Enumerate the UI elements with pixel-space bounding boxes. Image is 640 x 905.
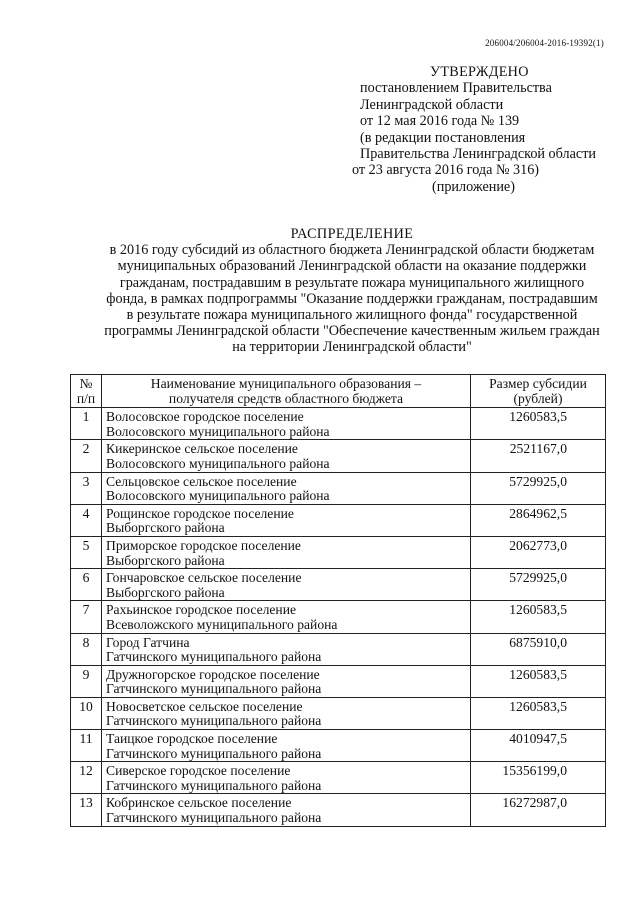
table-row	[71, 633, 606, 665]
title-line: программы Ленинградской области "Обеспечение качественным жильем граждан	[104, 323, 600, 340]
row-num: 10	[71, 697, 102, 729]
table-row	[71, 408, 606, 440]
row-num: 11	[71, 730, 102, 762]
row-name-line: Волосовского муниципального района	[106, 488, 330, 504]
approval-line: от 12 мая 2016 года № 139	[360, 113, 520, 130]
table-row	[71, 665, 606, 697]
row-name-line: Таицкое городское поселение	[106, 731, 278, 747]
row-name-line: Гатчинского муниципального района	[106, 681, 322, 697]
row-value: 1260583,5	[471, 408, 606, 440]
row-name	[102, 697, 471, 729]
header-num	[71, 375, 102, 408]
approval-line: от 23 августа 2016 года № 316)	[352, 162, 540, 179]
header-name-line: Наименование муниципального образования –	[150, 376, 422, 391]
title-line: гражданам, пострадавшим в результате пожара муниципального жилищного	[119, 274, 585, 291]
approval-line: постановлением Правительства	[360, 80, 552, 97]
row-value: 5729925,0	[471, 569, 606, 601]
row-value: 16272987,0	[471, 794, 606, 826]
table-row	[71, 536, 606, 568]
row-num: 4	[71, 504, 102, 536]
row-value: 1260583,5	[471, 697, 606, 729]
header-value	[471, 375, 606, 408]
table-row	[71, 440, 606, 472]
title-heading: РАСПРЕДЕЛЕНИЕ	[290, 226, 414, 242]
header-name	[102, 375, 471, 408]
header-value-line: (рублей)	[513, 390, 563, 406]
table-row	[71, 472, 606, 504]
document-id: 206004/206004-2016-19392(1)	[485, 38, 604, 48]
row-name-line: Выборгского района	[106, 552, 225, 568]
approval-heading: УТВЕРЖДЕНО	[430, 64, 529, 80]
header-value-line: Размер субсидии	[489, 376, 587, 391]
row-name	[102, 408, 471, 440]
row-name	[102, 794, 471, 826]
row-value: 4010947,5	[471, 730, 606, 762]
row-num: 7	[71, 601, 102, 633]
row-name-line: Гатчинского муниципального района	[106, 777, 322, 793]
subsidy-table	[70, 374, 606, 827]
row-name-line: Кикеринское сельское поселение	[106, 441, 298, 457]
table-row	[71, 601, 606, 633]
title-line: в результате пожара муниципального жилищного фонда" государственной	[126, 307, 578, 324]
table-header-row	[71, 375, 606, 408]
row-name-line: Приморское городское поселение	[106, 537, 301, 553]
table-row	[71, 762, 606, 794]
row-num: 12	[71, 762, 102, 794]
row-num: 6	[71, 569, 102, 601]
row-name-line: Волосовское городское поселение	[106, 409, 304, 425]
row-name	[102, 730, 471, 762]
title-line: фонда, в рамках подпрограммы "Оказание поддержки гражданам, пострадавшим	[106, 290, 598, 307]
row-name-line: Гатчинского муниципального района	[106, 649, 322, 665]
row-name	[102, 569, 471, 601]
header-name-line: получателя средств областного бюджета	[168, 390, 404, 406]
row-name-line: Гатчинского муниципального района	[106, 713, 322, 729]
row-name	[102, 504, 471, 536]
row-name	[102, 440, 471, 472]
title-line: муниципальных образований Ленинградской области на оказание поддержки	[117, 258, 587, 275]
table-row	[71, 504, 606, 536]
row-name-line: Гатчинского муниципального района	[106, 810, 322, 826]
document-title	[100, 226, 604, 356]
row-value: 1260583,5	[471, 665, 606, 697]
row-name	[102, 633, 471, 665]
row-name	[102, 665, 471, 697]
row-name-line: Новосветское сельское поселение	[106, 698, 303, 714]
row-value: 2062773,0	[471, 536, 606, 568]
row-value: 2521167,0	[471, 440, 606, 472]
table-row	[71, 697, 606, 729]
row-value: 15356199,0	[471, 762, 606, 794]
row-name-line: Гатчинского муниципального района	[106, 745, 322, 761]
approval-line: (в редакции постановления	[360, 129, 526, 146]
row-name	[102, 536, 471, 568]
row-name-line: Рощинское городское поселение	[106, 505, 294, 521]
table-row	[71, 730, 606, 762]
title-line: в 2016 году субсидий из областного бюджета Ленинградской области бюджетам	[109, 242, 595, 259]
row-num: 5	[71, 536, 102, 568]
row-name	[102, 601, 471, 633]
header-num-line: п/п	[76, 390, 96, 406]
row-name-line: Сельцовское сельское поселение	[106, 473, 297, 489]
approval-stamp	[352, 64, 612, 195]
row-name-line: Гончаровское сельское поселение	[106, 570, 302, 586]
row-num: 9	[71, 665, 102, 697]
row-value: 5729925,0	[471, 472, 606, 504]
table-row	[71, 569, 606, 601]
row-name-line: Волосовского муниципального района	[106, 455, 330, 471]
row-name-line: Дружногорское городское поселение	[106, 666, 320, 682]
row-name-line: Кобринское сельское поселение	[106, 795, 292, 811]
row-name-line: Всеволожского муниципального района	[106, 616, 338, 632]
row-value: 1260583,5	[471, 601, 606, 633]
row-num: 8	[71, 633, 102, 665]
row-num: 1	[71, 408, 102, 440]
row-name-line: Город Гатчина	[106, 634, 190, 650]
row-name-line: Выборгского района	[106, 520, 225, 536]
row-name	[102, 472, 471, 504]
row-value: 2864962,5	[471, 504, 606, 536]
row-num: 2	[71, 440, 102, 472]
row-num: 13	[71, 794, 102, 826]
approval-line: Ленинградской области	[360, 96, 504, 113]
header-num-line: №	[79, 376, 93, 391]
row-name-line: Выборгского района	[106, 584, 225, 600]
row-name-line: Сиверское городское поселение	[106, 763, 291, 779]
approval-line: Правительства Ленинградской области	[360, 146, 596, 163]
row-name-line: Волосовского муниципального района	[106, 423, 330, 439]
table-row	[71, 794, 606, 826]
appendix-label: (приложение)	[432, 178, 515, 195]
title-line: на территории Ленинградской области"	[232, 339, 472, 356]
row-value: 6875910,0	[471, 633, 606, 665]
row-num: 3	[71, 472, 102, 504]
row-name	[102, 762, 471, 794]
row-name-line: Рахьинское городское поселение	[106, 602, 297, 618]
